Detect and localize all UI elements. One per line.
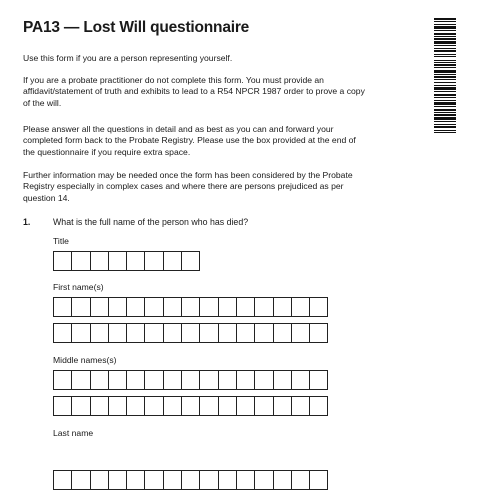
- char-box[interactable]: [127, 371, 145, 389]
- char-box[interactable]: [200, 298, 218, 316]
- char-box[interactable]: [219, 471, 237, 489]
- char-box[interactable]: [145, 252, 163, 270]
- char-box[interactable]: [91, 298, 109, 316]
- title-label: Title: [53, 236, 69, 246]
- char-box[interactable]: [164, 298, 182, 316]
- char-box[interactable]: [219, 397, 237, 415]
- char-box[interactable]: [145, 371, 163, 389]
- char-box[interactable]: [274, 371, 292, 389]
- char-box[interactable]: [91, 324, 109, 342]
- char-box[interactable]: [219, 324, 237, 342]
- char-box[interactable]: [292, 397, 310, 415]
- char-box[interactable]: [109, 471, 127, 489]
- char-box[interactable]: [219, 298, 237, 316]
- char-box[interactable]: [182, 252, 200, 270]
- char-box[interactable]: [54, 397, 72, 415]
- intro-paragraph-1: Use this form if you are a person representing yourself.: [23, 53, 233, 63]
- char-box[interactable]: [200, 324, 218, 342]
- char-box[interactable]: [237, 324, 255, 342]
- char-box[interactable]: [72, 298, 90, 316]
- char-box[interactable]: [237, 298, 255, 316]
- char-box[interactable]: [237, 471, 255, 489]
- char-box[interactable]: [200, 371, 218, 389]
- char-box[interactable]: [255, 324, 273, 342]
- char-box[interactable]: [310, 397, 328, 415]
- last-name-label: Last name: [53, 428, 94, 438]
- question-number: 1.: [23, 217, 31, 227]
- char-box[interactable]: [274, 298, 292, 316]
- char-box[interactable]: [72, 324, 90, 342]
- char-box[interactable]: [109, 371, 127, 389]
- char-box[interactable]: [91, 471, 109, 489]
- middle-names-label: Middle names(s): [53, 355, 117, 365]
- char-box[interactable]: [109, 298, 127, 316]
- char-box[interactable]: [54, 371, 72, 389]
- char-box[interactable]: [292, 371, 310, 389]
- char-box[interactable]: [274, 471, 292, 489]
- char-box[interactable]: [54, 324, 72, 342]
- char-box[interactable]: [127, 324, 145, 342]
- char-box[interactable]: [310, 324, 328, 342]
- barcode-icon: [434, 18, 456, 136]
- middle-names-boxes-row-1: [53, 370, 328, 390]
- first-names-boxes-row-2: [53, 323, 328, 343]
- char-box[interactable]: [54, 298, 72, 316]
- char-box[interactable]: [182, 371, 200, 389]
- char-box[interactable]: [255, 298, 273, 316]
- title-boxes: [53, 251, 200, 271]
- char-box[interactable]: [164, 252, 182, 270]
- char-box[interactable]: [310, 471, 328, 489]
- char-box[interactable]: [127, 252, 145, 270]
- intro-paragraph-2: If you are a probate practitioner do not complete this form. You must provide an affidavit/statement of truth and exhibits to lead to a R54 NPCR 1987 order to prove a copy of the will.: [23, 75, 365, 108]
- form-title: PA13 — Lost Will questionnaire: [23, 19, 250, 36]
- char-box[interactable]: [91, 371, 109, 389]
- char-box[interactable]: [182, 298, 200, 316]
- char-box[interactable]: [182, 471, 200, 489]
- char-box[interactable]: [54, 252, 72, 270]
- intro-paragraph-3: Please answer all the questions in detail and as best as you can and forward your completed form back to the Probate Registry. Please use the box provided at the end of the questionnaire if you require extra space.: [23, 124, 356, 157]
- char-box[interactable]: [182, 324, 200, 342]
- first-names-label: First name(s): [53, 282, 104, 292]
- char-box[interactable]: [72, 471, 90, 489]
- char-box[interactable]: [237, 397, 255, 415]
- char-box[interactable]: [164, 397, 182, 415]
- char-box[interactable]: [200, 471, 218, 489]
- char-box[interactable]: [310, 298, 328, 316]
- char-box[interactable]: [164, 324, 182, 342]
- char-box[interactable]: [145, 397, 163, 415]
- char-box[interactable]: [127, 471, 145, 489]
- char-box[interactable]: [164, 471, 182, 489]
- char-box[interactable]: [292, 324, 310, 342]
- char-box[interactable]: [255, 397, 273, 415]
- char-box[interactable]: [274, 324, 292, 342]
- middle-names-boxes-row-2: [53, 396, 328, 416]
- char-box[interactable]: [292, 471, 310, 489]
- char-box[interactable]: [255, 371, 273, 389]
- char-box[interactable]: [127, 298, 145, 316]
- intro-paragraph-4: Further information may be needed once the form has been considered by the Probate Registry especially in complex cases and where there are persons prejudiced as per question 14.: [23, 170, 353, 203]
- char-box[interactable]: [219, 371, 237, 389]
- char-box[interactable]: [237, 371, 255, 389]
- char-box[interactable]: [127, 397, 145, 415]
- char-box[interactable]: [91, 252, 109, 270]
- char-box[interactable]: [274, 397, 292, 415]
- char-box[interactable]: [292, 298, 310, 316]
- first-names-boxes-row-1: [53, 297, 328, 317]
- char-box[interactable]: [72, 397, 90, 415]
- char-box[interactable]: [145, 471, 163, 489]
- char-box[interactable]: [255, 471, 273, 489]
- char-box[interactable]: [109, 397, 127, 415]
- char-box[interactable]: [72, 252, 90, 270]
- char-box[interactable]: [164, 371, 182, 389]
- char-box[interactable]: [91, 397, 109, 415]
- question-text: What is the full name of the person who has died?: [53, 217, 249, 227]
- char-box[interactable]: [72, 371, 90, 389]
- char-box[interactable]: [200, 397, 218, 415]
- char-box[interactable]: [310, 371, 328, 389]
- char-box[interactable]: [54, 471, 72, 489]
- char-box[interactable]: [109, 252, 127, 270]
- char-box[interactable]: [145, 298, 163, 316]
- char-box[interactable]: [182, 397, 200, 415]
- char-box[interactable]: [145, 324, 163, 342]
- char-box[interactable]: [109, 324, 127, 342]
- last-name-boxes-row-1: [53, 470, 328, 490]
